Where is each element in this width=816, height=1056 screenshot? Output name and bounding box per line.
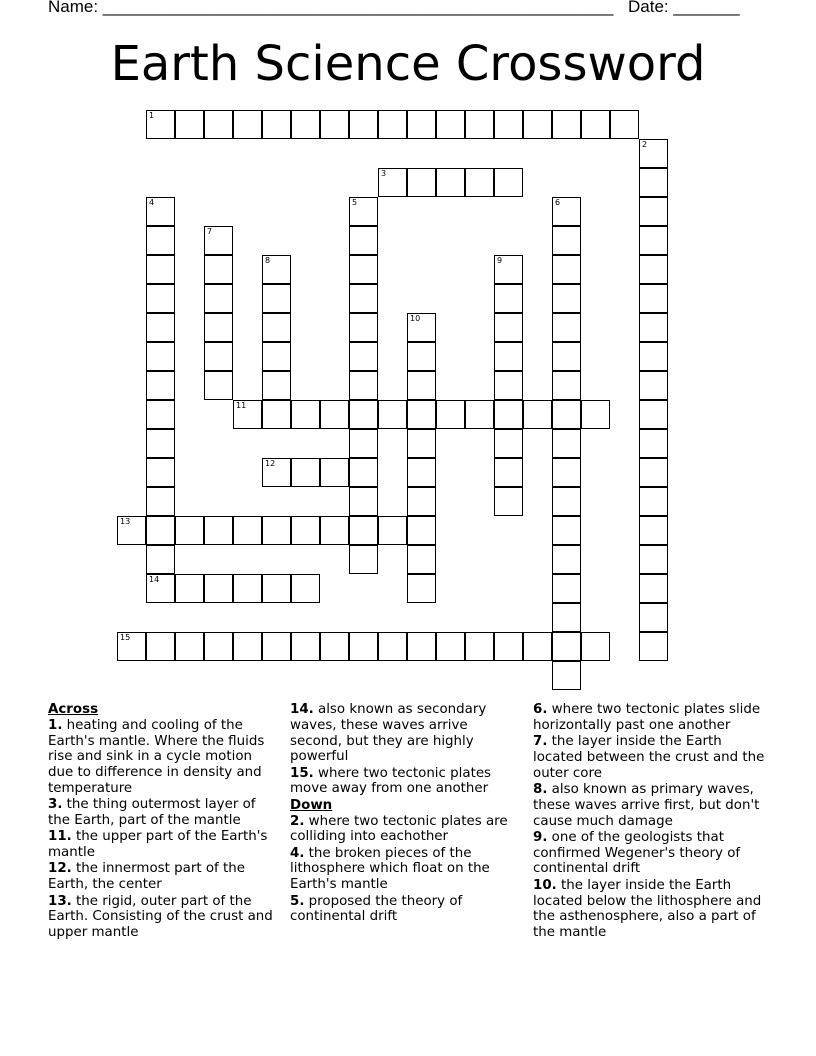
clue-item [533,878,765,941]
grid-cell[interactable] [639,603,668,632]
grid-cell[interactable] [494,400,523,429]
clue-number: 9. [533,829,548,845]
across-clue-list [48,718,280,941]
grid-cell[interactable] [175,110,204,139]
clue-number: 9 [497,256,503,265]
clue-number: 11. [48,829,72,845]
down-clue-list [290,814,522,926]
grid-cell[interactable] [291,574,320,603]
grid-cell[interactable] [552,516,581,545]
grid-cell[interactable] [320,110,349,139]
grid-cell[interactable] [552,574,581,603]
clue-number: 10 [410,314,421,323]
grid-cell[interactable] [494,429,523,458]
clue-number: 3. [48,797,63,813]
clue-number: 5. [290,893,305,909]
clue-text: where two tectonic plates move away from one another [290,765,492,797]
grid-cell[interactable] [175,574,204,603]
grid-cell[interactable] [552,313,581,342]
grid-cell[interactable] [117,516,146,545]
clue-item [290,814,522,846]
grid-cell[interactable] [262,574,291,603]
grid-cell[interactable] [146,545,175,574]
grid-cell[interactable] [349,400,378,429]
grid-cell[interactable] [262,458,291,487]
clue-text: where two tectonic plates slide horizontally past one another [533,702,761,733]
grid-cell[interactable] [523,400,552,429]
grid-cell[interactable] [349,197,378,226]
grid-cell[interactable] [378,632,407,661]
clue-item [48,718,280,797]
grid-cell[interactable] [146,574,175,603]
grid-cell[interactable] [204,313,233,342]
grid-cell[interactable] [552,110,581,139]
grid-cell[interactable] [146,313,175,342]
clue-number: 4. [290,845,305,861]
grid-cell[interactable] [639,226,668,255]
grid-cell[interactable] [436,168,465,197]
grid-cell[interactable] [639,458,668,487]
clue-item [48,894,280,941]
grid-cell[interactable] [407,458,436,487]
grid-cell[interactable] [494,487,523,516]
grid-cell[interactable] [146,110,175,139]
grid-cell[interactable] [407,487,436,516]
grid-cell[interactable] [349,110,378,139]
grid-cell[interactable] [465,168,494,197]
clue-text: heating and cooling of the Earth's mantle. Where the fluids rise and sink in a cycle motion due to difference in density and temperature [48,717,265,796]
grid-cell[interactable] [407,168,436,197]
grid-cell[interactable] [204,110,233,139]
clue-number: 5 [352,198,358,207]
grid-cell[interactable] [262,632,291,661]
clue-item [48,829,280,861]
grid-cell[interactable] [436,400,465,429]
grid-cell[interactable] [262,400,291,429]
grid-cell[interactable] [262,284,291,313]
grid-cell[interactable] [349,371,378,400]
clue-number: 7 [207,227,213,236]
grid-cell[interactable] [639,516,668,545]
grid-cell[interactable] [407,516,436,545]
grid-cell[interactable] [639,197,668,226]
clue-number: 8 [265,256,271,265]
grid-cell[interactable] [552,458,581,487]
grid-cell[interactable] [407,110,436,139]
grid-cell[interactable] [349,313,378,342]
grid-cell[interactable] [378,110,407,139]
grid-cell[interactable] [117,632,146,661]
grid-cell[interactable] [320,458,349,487]
grid-cell[interactable] [233,516,262,545]
date-field[interactable]: Date: _______ [628,0,740,16]
grid-cell[interactable] [146,400,175,429]
grid-cell[interactable] [494,284,523,313]
grid-cell[interactable] [639,632,668,661]
down-heading: Down [290,797,333,813]
grid-cell[interactable] [610,110,639,139]
clue-number: 2. [290,813,305,829]
grid-cell[interactable] [146,284,175,313]
clue-number: 11 [236,401,247,410]
clue-number: 1. [48,717,63,733]
grid-cell[interactable] [204,226,233,255]
grid-cell[interactable] [204,574,233,603]
grid-cell[interactable] [465,632,494,661]
clue-text: the upper part of the Earth's mantle [48,829,268,861]
across-heading: Across [48,702,99,717]
grid-cell[interactable] [291,516,320,545]
grid-cell[interactable] [204,516,233,545]
clue-text: the layer inside the Earth located between the crust and the outer core [533,734,765,781]
clue-text: the rigid, outer part of the Earth. Consisting of the crust and upper mantle [48,893,273,941]
clue-item [533,734,765,781]
grid-cell[interactable] [639,545,668,574]
clue-item [290,846,522,893]
grid-cell[interactable] [407,429,436,458]
grid-cell[interactable] [349,632,378,661]
clues-column-2 [290,702,522,926]
grid-cell[interactable] [146,516,175,545]
across-clue-list-continued [290,702,522,797]
grid-cell[interactable] [146,226,175,255]
grid-cell[interactable] [639,400,668,429]
grid-cell[interactable] [494,313,523,342]
grid-cell[interactable] [552,603,581,632]
clue-item [48,797,280,829]
grid-cell[interactable] [494,168,523,197]
grid-cell[interactable] [523,632,552,661]
clue-number: 6. [533,702,548,717]
grid-cell[interactable] [378,400,407,429]
grid-cell[interactable] [262,313,291,342]
page-title: Earth Science Crossword [110,36,706,92]
clue-number: 14. [290,702,314,717]
grid-cell[interactable] [378,516,407,545]
grid-cell[interactable] [146,197,175,226]
grid-cell[interactable] [581,632,610,661]
grid-cell[interactable] [494,458,523,487]
clue-item [290,894,522,926]
clues-column-3 [533,702,765,941]
clue-number: 10. [533,877,557,893]
grid-cell[interactable] [494,371,523,400]
clue-text: also known as secondary waves, these waves arrive second, but they are highly powerful [290,702,487,765]
grid-cell[interactable] [233,574,262,603]
grid-cell[interactable] [204,371,233,400]
grid-cell[interactable] [349,545,378,574]
grid-cell[interactable] [175,632,204,661]
grid-cell[interactable] [552,226,581,255]
name-field[interactable]: Name: ______________________________________________________ [48,0,614,16]
grid-cell[interactable] [407,632,436,661]
grid-cell[interactable] [407,313,436,342]
down-clue-list-continued [533,702,765,941]
clue-number: 13 [120,517,131,526]
grid-cell[interactable] [552,255,581,284]
grid-cell[interactable] [262,342,291,371]
grid-cell[interactable] [494,342,523,371]
clue-text: also known as primary waves, these waves arrive first, but don't cause much damage [533,781,760,829]
clue-number: 8. [533,781,548,797]
grid-cell[interactable] [146,632,175,661]
clue-item [48,861,280,893]
grid-cell[interactable] [146,458,175,487]
clue-item [533,782,765,829]
clue-text: where two tectonic plates are colliding into eachother [290,813,508,845]
grid-cell[interactable] [204,284,233,313]
grid-cell[interactable] [262,255,291,284]
grid-cell[interactable] [639,342,668,371]
clue-number: 3 [381,169,387,178]
grid-cell[interactable] [639,487,668,516]
grid-cell[interactable] [204,632,233,661]
clue-number: 6 [555,198,561,207]
grid-cell[interactable] [291,400,320,429]
clue-number: 12 [265,459,276,468]
clue-item [533,702,765,734]
clue-number: 15 [120,633,131,642]
grid-cell[interactable] [639,574,668,603]
grid-cell[interactable] [465,110,494,139]
grid-cell[interactable] [175,516,204,545]
grid-cell[interactable] [552,371,581,400]
grid-cell[interactable] [407,574,436,603]
clue-text: the innermost part of the Earth, the center [48,861,246,893]
grid-cell[interactable] [146,487,175,516]
grid-cell[interactable] [320,400,349,429]
grid-cell[interactable] [581,110,610,139]
grid-cell[interactable] [233,110,262,139]
grid-cell[interactable] [639,168,668,197]
clue-text: proposed the theory of continental drift [290,893,463,925]
grid-cell[interactable] [349,429,378,458]
grid-cell[interactable] [552,487,581,516]
grid-cell[interactable] [407,371,436,400]
grid-cell[interactable] [639,371,668,400]
grid-cell[interactable] [349,342,378,371]
clue-number: 12. [48,861,72,877]
grid-cell[interactable] [639,284,668,313]
grid-cell[interactable] [639,429,668,458]
clue-number: 4 [149,198,155,207]
clue-text: the layer inside the Earth located below the lithosphere and the asthenosphere, also a part of the mantle [533,877,762,941]
grid-cell[interactable] [552,342,581,371]
grid-cell[interactable] [552,197,581,226]
grid-cell[interactable] [262,371,291,400]
grid-cell[interactable] [146,255,175,284]
clues-column-1 [48,702,280,941]
grid-cell[interactable] [320,632,349,661]
grid-cell[interactable] [349,458,378,487]
grid-cell[interactable] [349,487,378,516]
grid-cell[interactable] [349,255,378,284]
grid-cell[interactable] [494,632,523,661]
clue-number: 13. [48,893,72,909]
grid-cell[interactable] [494,255,523,284]
grid-cell[interactable] [436,632,465,661]
grid-cell[interactable] [436,110,465,139]
grid-cell[interactable] [378,168,407,197]
clue-item [290,702,522,765]
grid-cell[interactable] [320,516,349,545]
grid-cell[interactable] [349,226,378,255]
grid-cell[interactable] [233,400,262,429]
grid-cell[interactable] [552,545,581,574]
grid-cell[interactable] [552,429,581,458]
grid-cell[interactable] [146,429,175,458]
clue-text: the broken pieces of the lithosphere which float on the Earth's mantle [290,845,490,893]
grid-cell[interactable] [204,255,233,284]
grid-cell[interactable] [552,661,581,690]
grid-cell[interactable] [407,342,436,371]
grid-cell[interactable] [407,400,436,429]
grid-cell[interactable] [291,632,320,661]
grid-cell[interactable] [233,632,262,661]
grid-cell[interactable] [639,139,668,168]
grid-cell[interactable] [581,400,610,429]
grid-cell[interactable] [146,371,175,400]
clue-number: 2 [642,140,648,149]
grid-cell[interactable] [407,545,436,574]
grid-cell[interactable] [552,632,581,661]
grid-cell[interactable] [465,400,494,429]
clue-item [533,830,765,877]
grid-cell[interactable] [204,342,233,371]
clue-number: 14 [149,575,160,584]
grid-cell[interactable] [146,342,175,371]
clue-text: the thing outermost layer of the Earth, part of the mantle [48,797,256,829]
grid-cell[interactable] [349,284,378,313]
clue-number: 15. [290,765,314,781]
grid-cell[interactable] [639,255,668,284]
clue-number: 7. [533,734,548,750]
grid-cell[interactable] [291,458,320,487]
grid-cell[interactable] [523,110,552,139]
clue-text: one of the geologists that confirmed Wegener's theory of continental drift [533,829,741,877]
grid-cell[interactable] [552,400,581,429]
grid-cell[interactable] [291,110,320,139]
grid-cell[interactable] [494,110,523,139]
grid-cell[interactable] [349,516,378,545]
grid-cell[interactable] [552,284,581,313]
clue-item [290,766,522,798]
grid-cell[interactable] [262,516,291,545]
clue-number: 1 [149,111,155,120]
grid-cell[interactable] [639,313,668,342]
grid-cell[interactable] [262,110,291,139]
